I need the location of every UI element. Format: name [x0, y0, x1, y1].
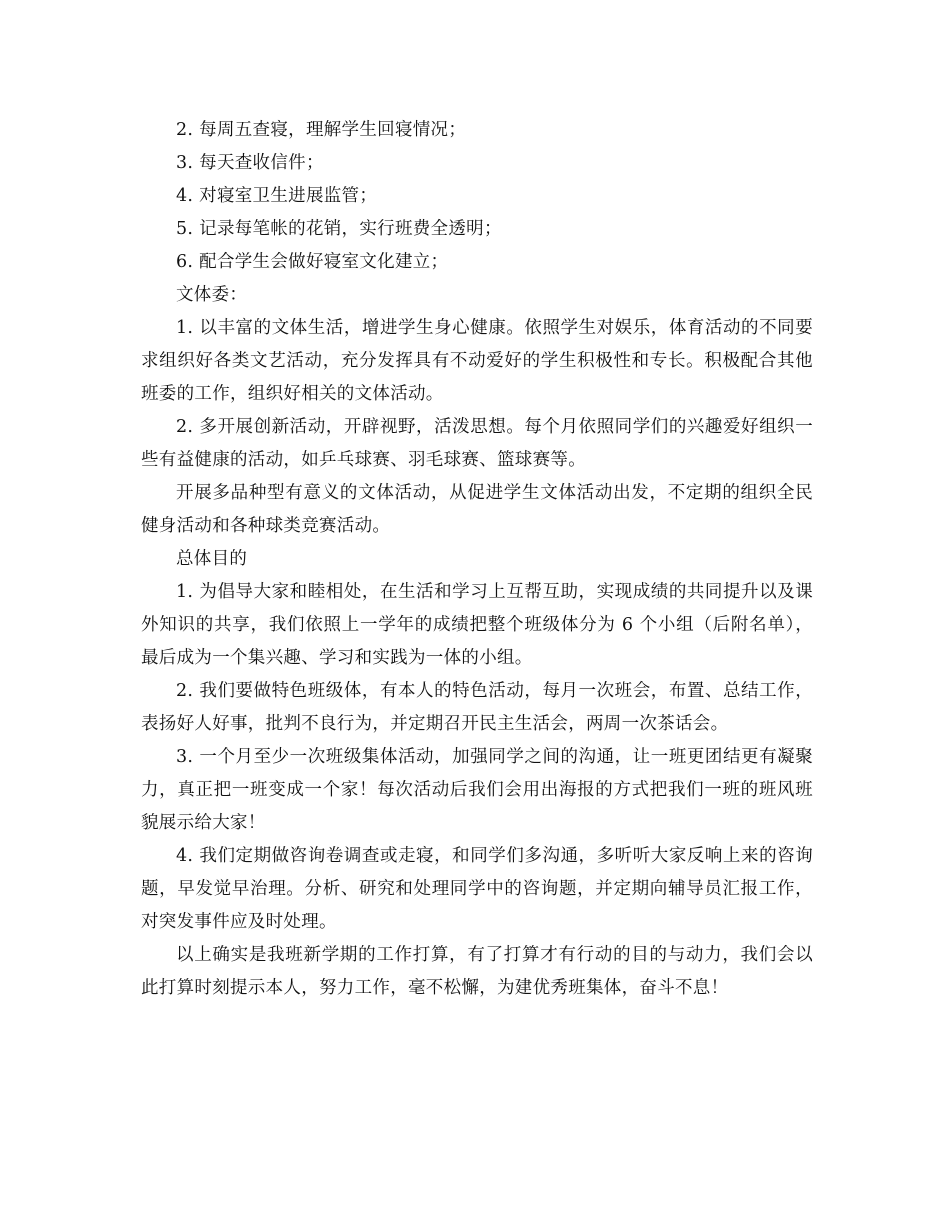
paragraph-goal-1: 1. 为倡导大家和睦相处，在生活和学习上互帮互助，实现成绩的共同提升以及课外知识的共享，我们依照上一学年的成绩把整个班级体分为 6 个小组（后附名单），最后成为一个集兴趣、学习和实践为一体的小组。: [141, 582, 813, 668]
paragraph-goal-3: 3. 一个月至少一次班级集体活动，加强同学之间的沟通，让一班更团结更有凝聚力，真正把一班变成一个家！每次活动后我们会用出海报的方式把我们一班的班风班貌展示给大家！: [141, 747, 813, 833]
paragraph-duty-3: 3. 每天查收信件；: [176, 153, 324, 173]
paragraph-sports-1: 1. 以丰富的文体生活，增进学生身心健康。依照学生对娱乐，体育活动的不同要求组织好各类文艺活动，充分发挥具有不动爱好的学生积极性和专长。积极配合其他班委的工作，组织好相关的文体活动。: [141, 318, 813, 404]
paragraph-duty-5: 5. 记录每笔帐的花销，实行班费全透明；: [176, 219, 502, 239]
section-heading-overall-goal: 总体目的: [176, 549, 248, 569]
paragraph-goal-4: 4. 我们定期做咨询卷调查或走寝，和同学们多沟通，多听听大家反响上来的咨询题，早发觉早治理。分析、研究和处理同学中的咨询题，并定期向辅导员汇报工作，对突发事件应及时处理。: [141, 846, 813, 932]
document-body: [141, 114, 813, 1005]
paragraph-duty-2: 2. 每周五查寝，理解学生回寝情况；: [176, 120, 467, 140]
paragraph-sports-3: 开展多品种型有意义的文体活动，从促进学生文体活动出发，不定期的组织全民健身活动和各种球类竞赛活动。: [141, 483, 813, 536]
paragraph-duty-4: 4. 对寝室卫生进展监管；: [176, 186, 378, 206]
paragraph-duty-6: 6. 配合学生会做好寝室文化建立；: [176, 252, 449, 272]
paragraph-sports-2: 2. 多开展创新活动，开辟视野，活泼思想。每个月依照同学们的兴趣爱好组织一些有益健康的活动，如乒乓球赛、羽毛球赛、篮球赛等。: [141, 417, 813, 470]
section-heading-sports-committee: 文体委：: [176, 285, 248, 305]
paragraph-conclusion: 以上确实是我班新学期的工作打算，有了打算才有行动的目的与动力，我们会以此打算时刻提示本人，努力工作，毫不松懈，为建优秀班集体，奋斗不息！: [141, 945, 813, 998]
paragraph-goal-2: 2. 我们要做特色班级体，有本人的特色活动，每月一次班会，布置、总结工作，表扬好人好事，批判不良行为，并定期召开民主生活会，两周一次茶话会。: [141, 681, 813, 734]
